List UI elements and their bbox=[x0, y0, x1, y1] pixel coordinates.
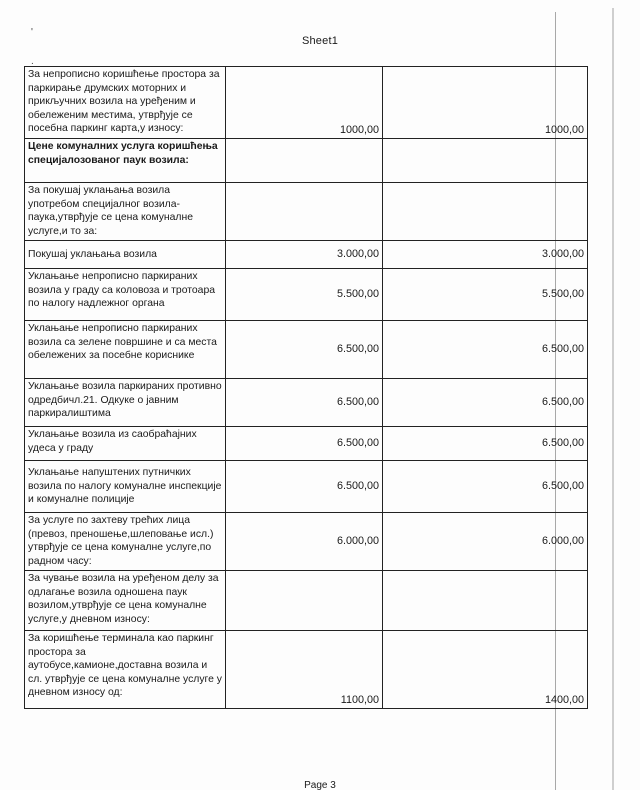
table-row bbox=[25, 379, 588, 427]
sheet-title: Sheet1 bbox=[301, 35, 339, 47]
scan-mark: . bbox=[31, 56, 34, 67]
table-row bbox=[25, 139, 588, 183]
table-row bbox=[25, 513, 588, 571]
row-value-2 bbox=[383, 183, 588, 241]
row-value-1: 6.500,00 bbox=[226, 379, 383, 427]
row-value-1 bbox=[226, 183, 383, 241]
table-row bbox=[25, 321, 588, 379]
row-description: За услуге по захтеву трећих лица (превоз, преношење,шлеповање исл.) утврђује се цена комуналне услуге,по радном часу: bbox=[25, 513, 226, 571]
table-row bbox=[25, 571, 588, 631]
row-description: За чување возила на уређеном делу за одлагање возила одношена паук возилом,утврђује се цена комуналне услуге,у дневном износу: bbox=[25, 571, 226, 631]
row-description: Уклањање возила из саобраћајних удеса у граду bbox=[25, 427, 226, 461]
row-value-1: 1000,00 bbox=[226, 67, 383, 139]
scan-mark: ' bbox=[31, 27, 33, 38]
table-row bbox=[25, 241, 588, 269]
row-value-1: 5.500,00 bbox=[226, 269, 383, 321]
row-value-1: 1100,00 bbox=[226, 631, 383, 709]
row-value-1: 3.000,00 bbox=[226, 241, 383, 269]
row-value-1: 6.500,00 bbox=[226, 427, 383, 461]
price-table bbox=[24, 66, 588, 709]
row-value-2: 6.500,00 bbox=[383, 379, 588, 427]
table-row bbox=[25, 269, 588, 321]
row-description: За непрописно коришћење простора за паркирање друмских моторних и прикључних возила на уређеним и обележеним местима, утврђује се посебна паркинг карта,у износу: bbox=[25, 67, 226, 139]
row-description: Уклањање напуштених путничких возила по налогу комуналне инспекције и комуналне полиције bbox=[25, 461, 226, 513]
row-value-1 bbox=[226, 139, 383, 183]
row-value-2: 6.500,00 bbox=[383, 321, 588, 379]
row-value-2: 1400,00 bbox=[383, 631, 588, 709]
row-value-1: 6.500,00 bbox=[226, 321, 383, 379]
row-value-2: 3.000,00 bbox=[383, 241, 588, 269]
row-value-2: 6.500,00 bbox=[383, 461, 588, 513]
row-description: Покушај уклањања возила bbox=[25, 241, 226, 269]
row-description: Уклањање возила паркираних противно одредбичл.21. Одкуке о јавним паркиралиштима bbox=[25, 379, 226, 427]
table-row bbox=[25, 427, 588, 461]
table-row bbox=[25, 183, 588, 241]
row-description: За коришћење терминала као паркинг простора за аутобусе,камионе,доставна возила и сл. утврђује се цена комуналне услуге у дневном износу од: bbox=[25, 631, 226, 709]
section-heading: Цене комуналних услуга коришћења специјалозованог паук возила: bbox=[25, 139, 226, 183]
row-value-2: 6.500,00 bbox=[383, 427, 588, 461]
row-value-1 bbox=[226, 571, 383, 631]
scan-edge bbox=[612, 8, 614, 790]
row-value-2: 5.500,00 bbox=[383, 269, 588, 321]
table-row bbox=[25, 631, 588, 709]
row-value-2: 1000,00 bbox=[383, 67, 588, 139]
table-row bbox=[25, 67, 588, 139]
row-value-2 bbox=[383, 139, 588, 183]
row-description: За покушај уклањања возила употребом специјалног возила-паука,утврђује се цена комуналне услуге,и то за: bbox=[25, 183, 226, 241]
table-row bbox=[25, 461, 588, 513]
row-value-1: 6.500,00 bbox=[226, 461, 383, 513]
row-value-2 bbox=[383, 571, 588, 631]
row-value-1: 6.000,00 bbox=[226, 513, 383, 571]
row-description: Уклањање непрописно паркираних возила са зелене површине и са места обележених за посебне кориснике bbox=[25, 321, 226, 379]
row-value-2: 6.000,00 bbox=[383, 513, 588, 571]
row-description: Уклањање непрописно паркираних возила у граду са коловоза и тротоара по налогу надлежног органа bbox=[25, 269, 226, 321]
page-number: Page 3 bbox=[304, 780, 336, 791]
